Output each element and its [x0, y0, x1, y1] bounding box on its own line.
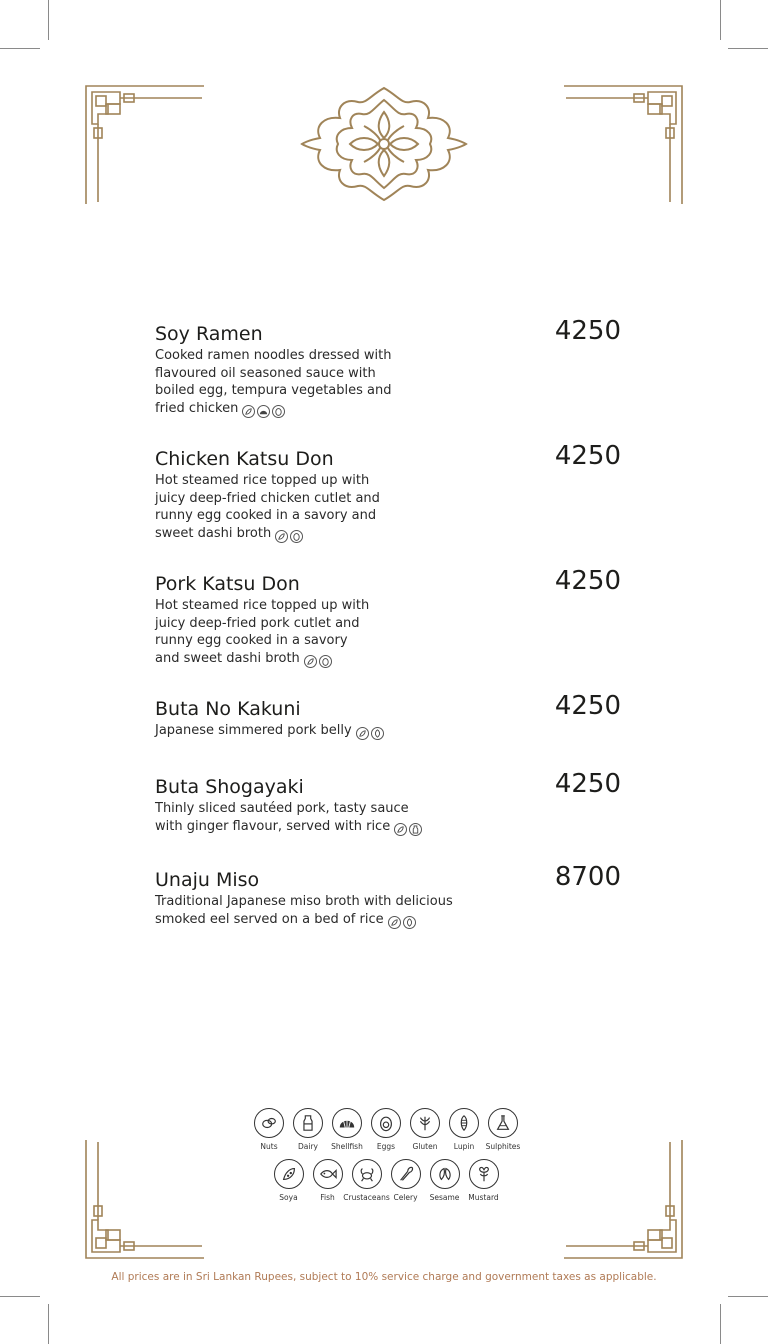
gluten-icon [410, 1108, 440, 1138]
allergen-label: Sesame [429, 1193, 460, 1202]
dairy-icon [409, 823, 422, 836]
eggs-icon [371, 1108, 401, 1138]
description-line: sweet dashi broth [155, 525, 455, 546]
menu-item-name: Soy Ramen [155, 323, 263, 345]
allergen-label: Sulphites [485, 1142, 521, 1151]
allergen-label: Lupin [453, 1142, 475, 1151]
soya-icon [388, 916, 401, 929]
description-line: Japanese simmered pork belly [155, 722, 455, 743]
eggs-icon [272, 405, 285, 418]
sesame-icon [371, 727, 384, 740]
menu-item-price: 4250 [554, 691, 621, 721]
mustard-icon [469, 1159, 499, 1189]
description-line: flavoured oil seasoned sauce with [155, 365, 376, 381]
crop-mark [728, 48, 768, 49]
menu-item [155, 862, 621, 931]
menu-item [155, 316, 621, 420]
soya-icon [394, 823, 407, 836]
menu-item-description [155, 597, 455, 670]
soya-icon [274, 1159, 304, 1189]
allergen-mustard [464, 1159, 503, 1202]
shellfish-icon [332, 1108, 362, 1138]
soya-icon [275, 530, 288, 543]
menu-item [155, 769, 621, 838]
description-line: boiled egg, tempura vegetables and [155, 383, 392, 398]
menu-item-description [155, 722, 455, 743]
corner-ornament-bottom-left [84, 1138, 206, 1260]
allergen-label: Gluten [412, 1142, 438, 1151]
allergen-row [248, 1159, 524, 1202]
menu-item-name: Buta No Kakuni [155, 698, 301, 720]
description-line: Traditional Japanese miso broth with delicious [155, 894, 453, 909]
menu-item-price: 4250 [554, 769, 621, 799]
menu-item-name: Pork Katsu Don [155, 573, 300, 595]
menu-item-name: Chicken Katsu Don [155, 448, 334, 470]
crop-mark [0, 48, 40, 49]
soya-icon [242, 405, 255, 418]
allergen-label: Soya [279, 1193, 298, 1202]
crop-mark [720, 0, 721, 40]
soya-icon [356, 727, 369, 740]
description-line: Thinly sliced sautéed pork, tasty sauce [155, 801, 409, 816]
menu-item-name: Unaju Miso [155, 869, 260, 891]
lupin-icon [449, 1108, 479, 1138]
crop-mark [48, 0, 49, 40]
allergen-celery [386, 1159, 425, 1202]
menu-item [155, 691, 621, 743]
menu-item-price: 4250 [554, 316, 621, 346]
allergen-row [248, 1108, 524, 1151]
allergen-label: Eggs [376, 1142, 396, 1151]
description-line: Cooked ramen noodles dressed with [155, 348, 392, 363]
allergen-label: Celery [393, 1193, 418, 1202]
allergen-label: Fish [320, 1193, 335, 1202]
description-line: runny egg cooked in a savory and [155, 508, 377, 523]
description-line: runny egg cooked in a savory [155, 633, 348, 648]
description-line: and sweet dashi broth [155, 650, 455, 671]
sesame-icon [430, 1159, 460, 1189]
sesame-icon [403, 916, 416, 929]
allergen-gluten [406, 1108, 445, 1151]
dairy-icon [293, 1108, 323, 1138]
description-line: smoked eel served on a bed of rice [155, 911, 455, 932]
crop-mark [720, 1304, 721, 1344]
allergen-sesame [425, 1159, 464, 1202]
eggs-icon [290, 530, 303, 543]
description-line: juicy deep-fried chicken cutlet and [155, 490, 380, 506]
menu-item-price: 4250 [554, 566, 621, 596]
fish-icon [313, 1159, 343, 1189]
sulphites-icon [488, 1108, 518, 1138]
footer-note: All prices are in Sri Lankan Rupees, subject to 10% service charge and government taxes as applicable. [111, 1271, 657, 1283]
ornamental-emblem [300, 86, 468, 202]
celery-icon [391, 1159, 421, 1189]
description-line: Hot steamed rice topped up with [155, 473, 370, 488]
crop-mark [728, 1296, 768, 1297]
description-line: juicy deep-fried pork cutlet and [155, 615, 360, 631]
corner-ornament-bottom-right [562, 1138, 684, 1260]
menu-item [155, 441, 621, 545]
allergen-label: Mustard [468, 1193, 499, 1202]
allergen-soya [269, 1159, 308, 1202]
allergen-label: Dairy [298, 1142, 318, 1151]
description-line: Hot steamed rice topped up with [155, 598, 370, 613]
menu-item [155, 566, 621, 670]
menu-item-description [155, 472, 455, 545]
corner-ornament-top-left [84, 84, 206, 206]
nuts-icon [254, 1108, 284, 1138]
allergen-eggs [367, 1108, 406, 1151]
eggs-icon [319, 655, 332, 668]
menu-item-name: Buta Shogayaki [155, 776, 304, 798]
allergen-crustaceans [343, 1159, 390, 1202]
allergen-fish [308, 1159, 347, 1202]
allergen-label: Nuts [260, 1142, 278, 1151]
menu-item-description [155, 347, 455, 420]
crop-mark [48, 1304, 49, 1344]
allergen-lupin [445, 1108, 484, 1151]
allergen-legend [248, 1108, 524, 1202]
menu-item-description [155, 893, 455, 931]
corner-ornament-top-right [562, 84, 684, 206]
allergen-dairy [289, 1108, 328, 1151]
description-line: fried chicken [155, 400, 455, 421]
menu-item-description [155, 800, 455, 838]
allergen-nuts [250, 1108, 289, 1151]
menu-item-price: 4250 [554, 441, 621, 471]
soya-icon [304, 655, 317, 668]
crustaceans-icon [352, 1159, 382, 1189]
crop-mark [0, 1296, 40, 1297]
shellfish-icon [257, 405, 270, 418]
menu-item-price: 8700 [554, 862, 621, 892]
allergen-shellfish [328, 1108, 367, 1151]
allergen-sulphites [484, 1108, 523, 1151]
allergen-label: Shellfish [331, 1142, 363, 1151]
allergen-label: Crustaceans [343, 1193, 390, 1202]
description-line: with ginger flavour, served with rice [155, 818, 455, 839]
